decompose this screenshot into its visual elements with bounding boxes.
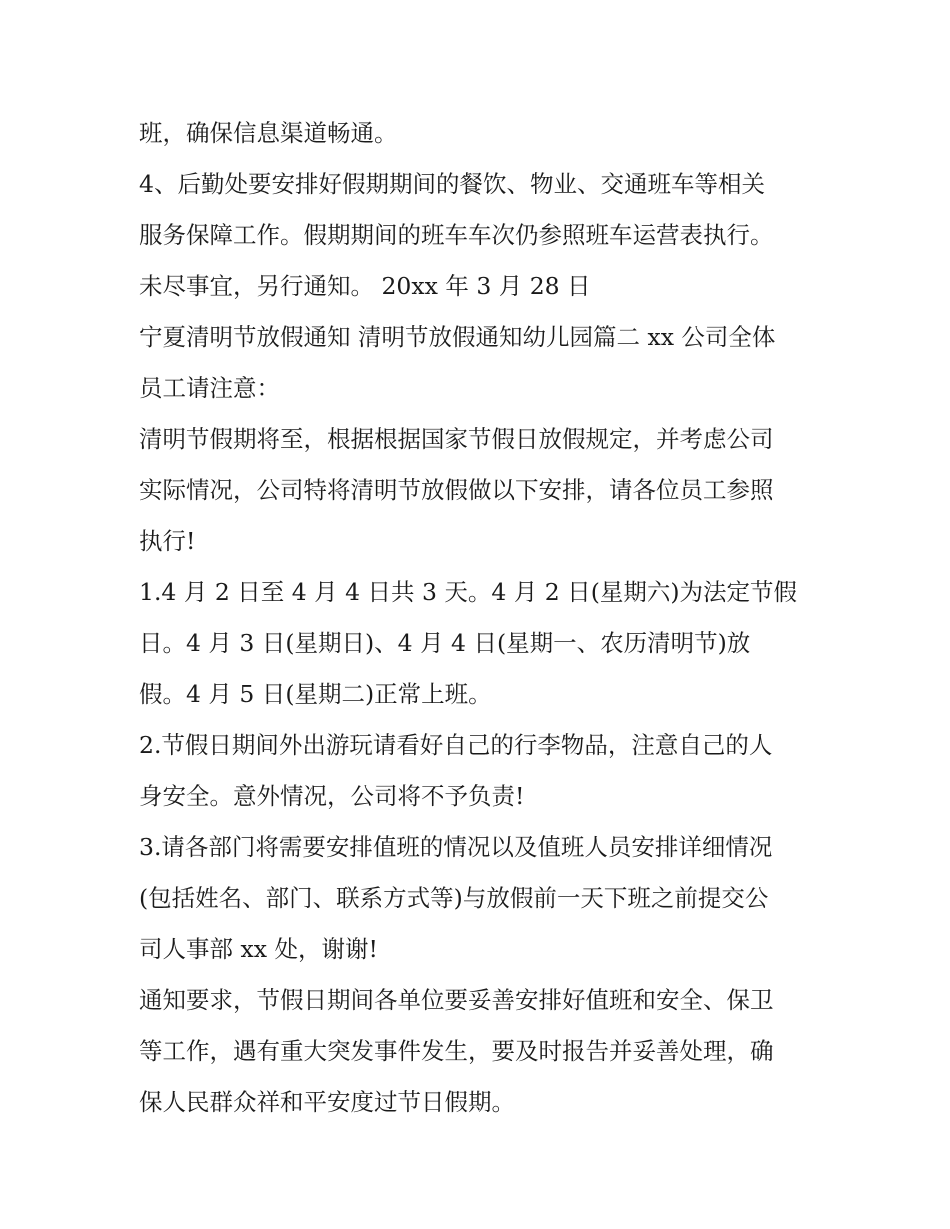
text-line: 等工作，遇有重大突发事件发生，要及时报告并妥善处理，确 xyxy=(139,1037,774,1065)
text-line: 司人事部 xx 处，谢谢! xyxy=(139,935,378,963)
text-line: 2.节假日期间外出游玩请看好自己的行李物品，注意自己的人 xyxy=(139,731,773,759)
document-body xyxy=(139,108,819,1128)
text-line: 执行! xyxy=(139,527,196,555)
text-line: 实际情况，公司特将清明节放假做以下安排，请各位员工参照 xyxy=(139,476,774,504)
text-line: 假。4 月 5 日(星期二)正常上班。 xyxy=(139,680,492,708)
text-line: 3.请各部门将需要安排值班的情况以及值班人员安排详细情况 xyxy=(139,833,773,861)
text-line: 4、后勤处要安排好假期期间的餐饮、物业、交通班车等相关 xyxy=(139,170,765,198)
text-line: 员工请注意： xyxy=(139,374,280,402)
text-line: 身安全。意外情况，公司将不予负责! xyxy=(139,782,525,810)
text-line: 1.4 月 2 日至 4 月 4 日共 3 天。4 月 2 日(星期六)为法定节假 xyxy=(139,578,798,606)
text-line: 班，确保信息渠道畅通。 xyxy=(139,119,398,147)
text-line: 通知要求，节假日期间各单位要妥善安排好值班和安全、保卫 xyxy=(139,986,774,1014)
text-line: (包括姓名、部门、联系方式等)与放假前一天下班之前提交公 xyxy=(139,884,769,912)
text-line: 日。4 月 3 日(星期日)、4 月 4 日(星期一、农历清明节)放 xyxy=(139,629,751,657)
text-line: 清明节假期将至，根据根据国家节假日放假规定，并考虑公司 xyxy=(139,425,774,453)
text-line: 未尽事宜，另行通知。 20xx 年 3 月 28 日 xyxy=(139,272,591,300)
text-line: 服务保障工作。假期期间的班车车次仍参照班车运营表执行。 xyxy=(139,221,774,249)
text-line: 保人民群众祥和平安度过节日假期。 xyxy=(139,1088,515,1116)
text-line: 宁夏清明节放假通知 清明节放假通知幼儿园篇二 xx 公司全体 xyxy=(139,323,776,351)
